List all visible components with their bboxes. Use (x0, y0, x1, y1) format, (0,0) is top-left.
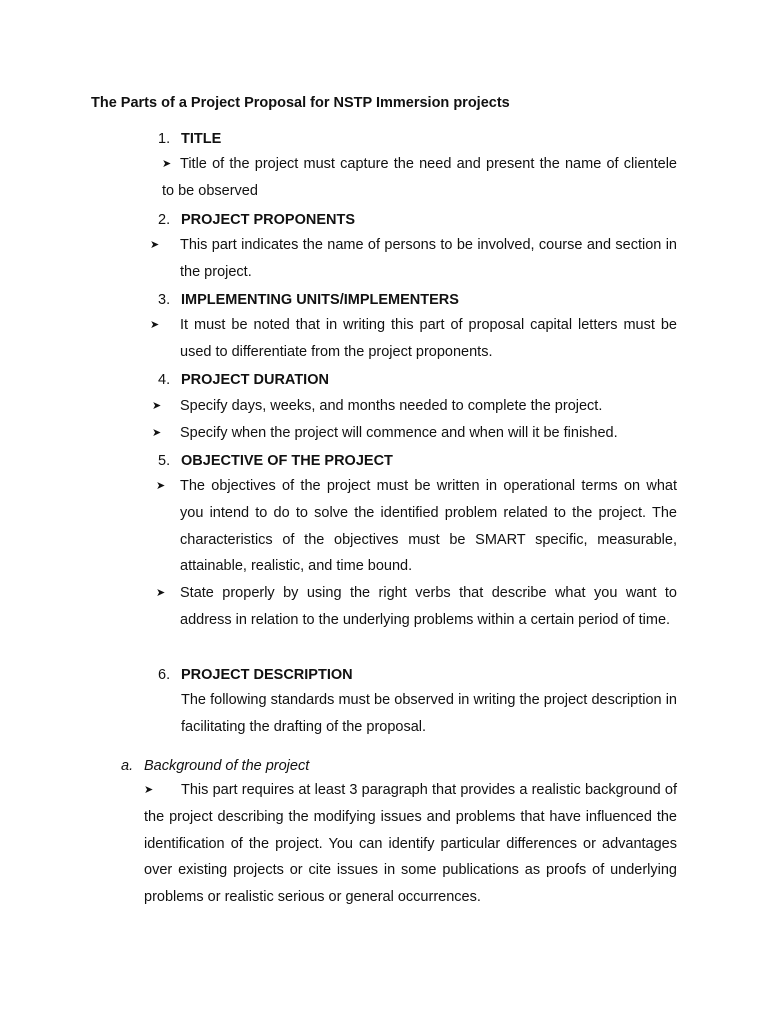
section-number: 1. (158, 131, 171, 147)
section-heading-objective (158, 451, 393, 471)
subsection-paragraph: This part requires at least 3 paragraph that provides a realistic background of the project describing the modifying issues and problems that have influenced the identification of the project. You can identify particular differences or advantages over existing projects or cite issues in some publications as proofs of underlying problems or realistic serious or general occurrences. (144, 782, 677, 906)
section-bullet: Specify days, weeks, and months needed to complete the project. (180, 398, 603, 414)
section-bullet: It must be noted that in writing this part of proposal capital letters must be used to differentiate from the project proponents. (180, 317, 677, 360)
section-heading-label: IMPLEMENTING UNITS/IMPLEMENTERS (181, 292, 459, 308)
section-heading-label: OBJECTIVE OF THE PROJECT (181, 453, 393, 469)
arrowhead-bullet-icon: ➤ (152, 400, 162, 412)
section-number: 2. (158, 212, 171, 228)
section-number: 4. (158, 372, 171, 388)
section-bullet: Title of the project must capture the need and present the name of clientele to be observed (162, 156, 677, 199)
section-number: 3. (158, 292, 171, 308)
section-bullet: State properly by using the right verbs that describe what you want to address in relation to the underlying problems within a certain period of time. (180, 585, 677, 628)
section-heading-duration (158, 370, 329, 390)
section-bullet: Specify when the project will commence and when will it be finished. (180, 425, 618, 441)
section-heading-label: TITLE (181, 131, 222, 147)
arrowhead-bullet-icon: ➤ (144, 784, 154, 796)
section-heading-label: PROJECT DESCRIPTION (181, 667, 353, 683)
section-bullet: The objectives of the project must be written in operational terms on what you intend to do to solve the identified problem related to the project. The characteristics of the objectives must be SMART specific, measurable, attainable, realistic, and time bound. (180, 478, 677, 575)
section-bullet: This part indicates the name of persons to be involved, course and section in the project. (180, 237, 677, 280)
arrowhead-bullet-icon: ➤ (150, 319, 160, 331)
arrowhead-bullet-icon: ➤ (162, 158, 172, 170)
section-heading-label: PROJECT PROPONENTS (181, 212, 356, 228)
section-heading-label: PROJECT DURATION (181, 372, 329, 388)
arrowhead-bullet-icon: ➤ (152, 427, 162, 439)
page-title: The Parts of a Project Proposal for NSTP Immersion projects (91, 95, 510, 111)
section-heading-proponents (158, 210, 356, 230)
arrowhead-bullet-icon: ➤ (156, 587, 166, 599)
subsection-letter: a. (121, 758, 134, 774)
section-heading-description (158, 665, 353, 685)
subsection-heading-background (121, 756, 310, 776)
arrowhead-bullet-icon: ➤ (156, 480, 166, 492)
arrowhead-bullet-icon: ➤ (150, 239, 160, 251)
section-heading-implementers (158, 290, 459, 310)
section-number: 6. (158, 667, 171, 683)
section-number: 5. (158, 453, 171, 469)
subsection-heading-label: Background of the project (144, 758, 310, 774)
section-paragraph: The following standards must be observed in writing the project description in facilitating the drafting of the proposal. (181, 692, 677, 735)
section-heading-title (158, 129, 222, 149)
